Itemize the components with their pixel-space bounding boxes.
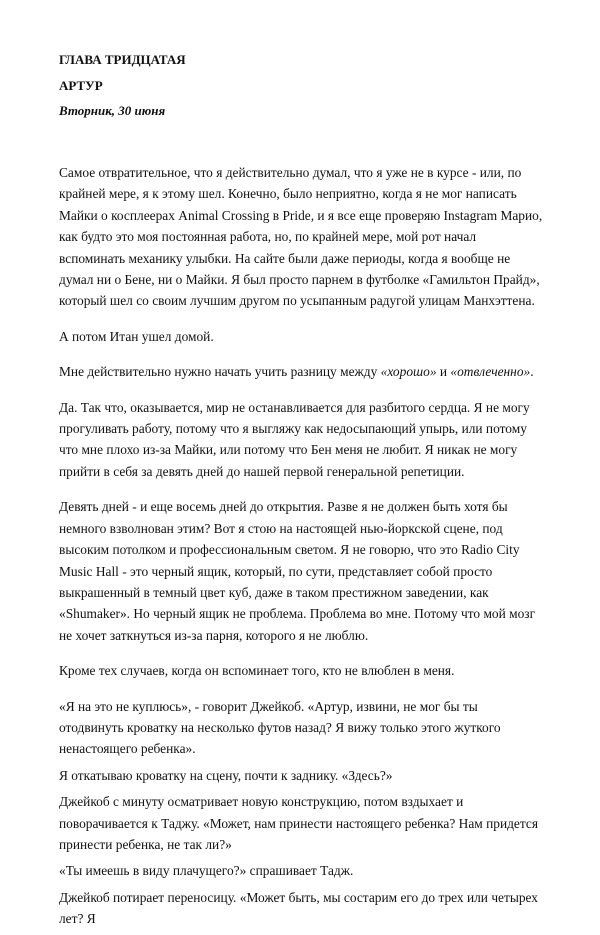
chapter-title: ГЛАВА ТРИДЦАТАЯ [59,52,186,67]
paragraph-2: А потом Итан ушел домой. [59,328,214,344]
paragraph-9: Джейкоб с минуту осматривает новую конструкцию, потом вздыхает и поворачивается к Таджу. «Может, нам принести настоящего ребенка? Нам придется принести ребенка, не так ли?» [59,794,538,852]
chapter-date: Вторник, 30 июня [59,103,166,118]
paragraph-1: Самое отвратительное, что я действительно думал, что я уже не в курсе - или, по крайней мере, я к этому шел. Конечно, было неприятно, когда я не мог написать Майки о косплеерах Animal Crossing в Pride, и я все еще проверяю Instagram Марио, как будто это моя постоянная работа, но, по крайней мере, мой рот начал вспоминать механику улыбки. На сайте были даже периоды, когда я вообще не думал ни о Бене, ни о Майки. Я был просто парнем в футболке «Гамильтон Прайд», который шел со своим лучшим другом по усыпанным радугой улицам Манхэттена. [59,165,543,309]
paragraph-3-end: . [530,364,534,380]
paragraph-6: Кроме тех случаев, когда он вспоминает того, кто не влюблен в меня. [59,663,455,679]
paragraph-3-emphasis-2: «отвлеченно» [450,364,531,380]
paragraph-5: Девять дней - и еще восемь дней до открытия. Разве я не должен быть хотя бы немного взволнован этим? Вот я стою на настоящей нью-йоркской сцене, под высоким потолком и профессиональным светом. Я не говорю, что это Radio City Music Hall - это черный ящик, который, по сути, представляет собой просто выкрашенный в темный цвет куб, даже в таком престижном заведении, как «Shumaker». Но черный ящик не проблема. Проблема во мне. Потому что мой мозг не хочет заткнуться из-за парня, которого я не люблю. [59,499,536,643]
paragraph-10: «Ты имеешь в виду плачущего?» спрашивает Тадж. [59,863,354,879]
paragraph-11: Джейкоб потирает переносицу. «Может быть, мы состарим его до трех или четырех лет? Я [59,889,539,927]
document-page [59,52,545,935]
paragraph-7: «Я на это не куплюсь», - говорит Джейкоб. «Артур, извини, не мог бы ты отодвинуть кроватку на несколько футов назад? Я вижу только этого жуткого ненастоящего ребенка». [59,698,501,757]
paragraph-4: Да. Так что, оказывается, мир не останавливается для разбитого сердца. Я не могу прогуливать работу, потому что я выгляжу как недосыпающий упырь, или потому что мне плохо из-за Майки, или потому что Бен меня не любит. Я никак не могу прийти в себя за девять дней до нашей первой генеральной репетиции. [59,399,530,479]
paragraph-3-start: Мне действительно нужно начать учить разницу между [59,364,381,380]
paragraph-8: Я откатываю кроватку на сцену, почти к заднику. «Здесь?» [59,767,393,783]
paragraph-3-emphasis-1: «хорошо» [380,364,437,380]
paragraph-3 [59,361,545,382]
paragraph-3-middle: и [436,364,451,380]
chapter-name: АРТУР [59,78,103,93]
